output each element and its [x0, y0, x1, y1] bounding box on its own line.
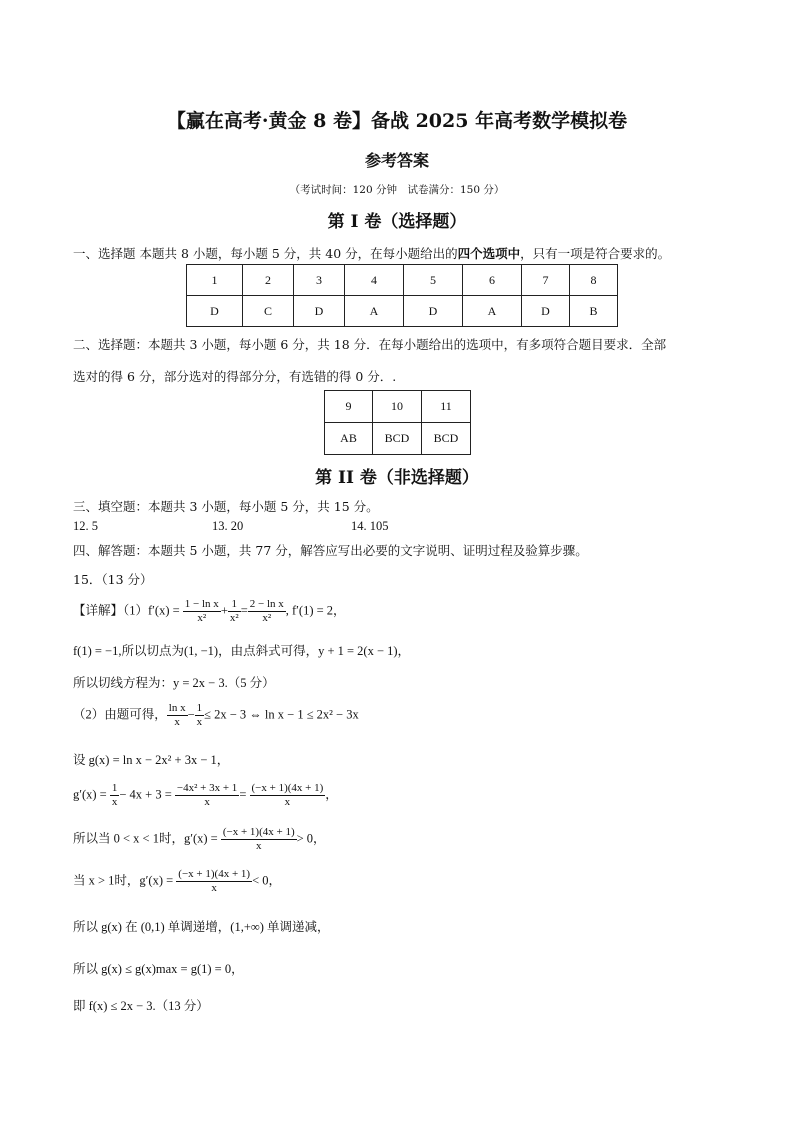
question-number-cell: 8	[570, 265, 618, 296]
part2-heading: 第 II 卷（非选择题）	[315, 468, 479, 488]
q15-line2: f(1) = −1,所以切点为(1, −1)，由点斜式可得，y + 1 = 2(x − 1)，	[73, 644, 411, 658]
question-number-cell: 1	[187, 265, 243, 296]
answer-cell: D	[404, 296, 463, 327]
question-number-cell: 4	[345, 265, 404, 296]
fraction: $\frac{\text{−4x² + 3x + 1}}{x}$	[176, 782, 238, 808]
q15-label: 15．（13 分）	[73, 572, 153, 587]
part1-heading: 第 I 卷（选择题）	[327, 212, 467, 232]
answer-table-2	[324, 390, 471, 455]
answer-cell: C	[243, 296, 294, 327]
question-number-cell: 9	[325, 391, 373, 423]
section1-text2: ，只有一项是符合要求的。	[520, 246, 671, 261]
question-number-cell: 5	[404, 265, 463, 296]
answer-table-1-question-row	[187, 265, 618, 296]
fraction: $\frac{(-x + 1)(4x + 1)}{x}$	[178, 868, 251, 894]
fill-answer-12: 12. 5	[73, 519, 98, 533]
answer-cell: B	[570, 296, 618, 327]
page-title: 【赢在高考·黄金 8 卷】备战 2025 年高考数学模拟卷	[166, 110, 628, 132]
q15-line9: 所以 g(x) 在 (0,1) 单调递增，(1,+∞) 单调递减，	[73, 920, 330, 934]
answer-cell: A	[345, 296, 404, 327]
section3-instructions: 三、填空题：本题共 3 小题，每小题 5 分，共 15 分。	[73, 499, 379, 514]
q15-line11: 即 f(x) ≤ 2x − 3.（13 分）	[73, 999, 209, 1013]
answer-table-2-question-row	[325, 391, 471, 423]
question-number-cell: 6	[463, 265, 522, 296]
question-number-cell: 11	[422, 391, 471, 423]
q15-line10: 所以 g(x) ≤ g(x)max = g(1) = 0，	[73, 962, 244, 976]
answer-cell: BCD	[422, 423, 471, 455]
question-number-cell: 3	[294, 265, 345, 296]
answer-cell: AB	[325, 423, 373, 455]
section2-line2: 选对的得 6 分，部分选对的得部分分，有选错的得 0 分．.	[73, 369, 397, 384]
q15-line1: 【详解】（1）f′(x) = $\frac{\text{1 − ln x}}{\text{x²}}$ + $\frac{1}{\text{x²}}$ = $\frac{\text{2 − ln x}}{\text{x²}}$ , f′(1) = 2，	[73, 598, 346, 624]
answer-cell: A	[463, 296, 522, 327]
fill-answer-14: 14. 105	[351, 519, 389, 533]
fill-answer-13: 13. 20	[212, 519, 244, 533]
section4-instructions: 四、解答题：本题共 5 小题，共 77 分，解答应写出必要的文字说明、证明过程及验算步骤。	[73, 543, 588, 558]
q15-line1-f: f′(x) =	[148, 603, 180, 618]
answer-table-1-answer-row	[187, 296, 618, 327]
answer-cell: D	[294, 296, 345, 327]
q15-line4: （2）由题可得， $\frac{\text{ln x}}{x}$ − $\frac{1}{x}$ ≤ 2x − 3 ⇔ ln x − 1 ≤ 2x² − 3x	[73, 702, 359, 728]
fraction: $\frac{1}{x}$	[196, 702, 203, 728]
fraction: $\frac{(-x + 1)(4x + 1)}{x}$	[222, 826, 295, 852]
answer-table-1	[186, 264, 618, 327]
fraction: $\frac{\text{ln x}}{x}$	[168, 702, 186, 728]
question-number-cell: 2	[243, 265, 294, 296]
answer-cell: BCD	[373, 423, 422, 455]
section1-instructions	[73, 244, 670, 262]
q15-line5: 设 g(x) = ln x − 2x² + 3x − 1，	[73, 753, 230, 767]
question-number-cell: 7	[522, 265, 570, 296]
answer-table-2-answer-row	[325, 423, 471, 455]
answer-cell: D	[187, 296, 243, 327]
question-number-cell: 10	[373, 391, 422, 423]
exam-info-note: （考试时间：120 分钟 试卷满分：150 分）	[289, 184, 505, 196]
fraction: $\frac{1}{x}$	[111, 782, 118, 808]
section1-text: 一、选择题 本题共 8 小题，每小题 5 分，共 40 分，在每小题给出的	[73, 246, 458, 261]
q15-line3: 所以切线方程为：y = 2x − 3.（5 分）	[73, 676, 275, 690]
fraction: $\frac{(-x + 1)(4x + 1)}{x}$	[251, 782, 324, 808]
q15-line8: 当 x > 1时，g′(x) = $\frac{(-x + 1)(4x + 1)}{x}$ < 0，	[73, 868, 281, 894]
q15-line6: g′(x) = $\frac{1}{x}$ − 4x + 3 = $\frac{\text{−4x² + 3x + 1}}{x}$ = $\frac{(-x + 1)(4x + 1)}{x}$ ，	[73, 782, 338, 808]
fraction: $\frac{\text{1 − ln x}}{\text{x²}}$	[184, 598, 219, 624]
answer-key-subtitle: 参考答案	[364, 151, 429, 170]
fraction: $\frac{1}{\text{x²}}$	[229, 598, 239, 624]
answer-cell: D	[522, 296, 570, 327]
q15-line7: 所以当 0 < x < 1时，g′(x) = $\frac{(-x + 1)(4x + 1)}{x}$ > 0，	[73, 826, 326, 852]
fraction: $\frac{\text{2 − ln x}}{\text{x²}}$	[249, 598, 284, 624]
section1-bold: 四个选项中	[457, 246, 521, 261]
q15-line1-prefix: 【详解】（1）	[73, 603, 149, 618]
section2-line1: 二、选择题：本题共 3 小题，每小题 6 分，共 18 分．在每小题给出的选项中，有多项符合题目要求．全部	[73, 337, 667, 352]
